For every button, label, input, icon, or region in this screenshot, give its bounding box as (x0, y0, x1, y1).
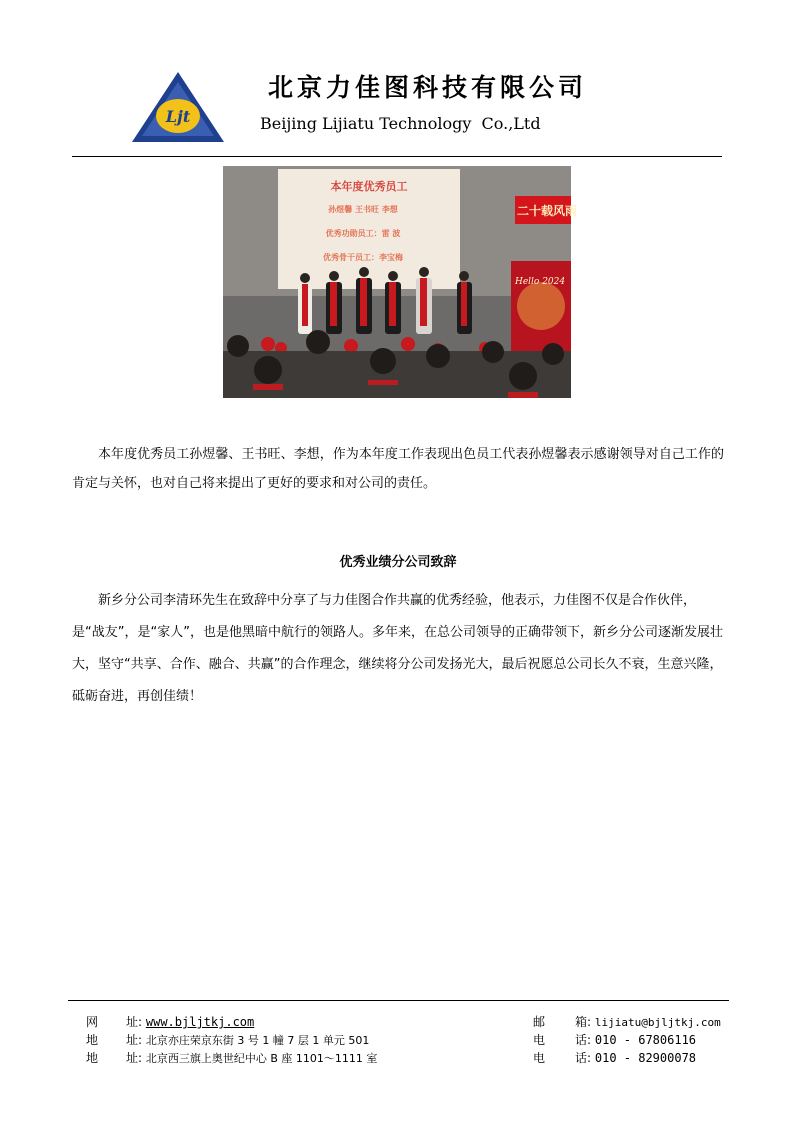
address1-label-2: 址: (126, 1033, 143, 1047)
address1-label-1: 地 (86, 1033, 99, 1047)
phone2-value: 010 - 82900078 (594, 1051, 697, 1065)
screen-title: 本年度优秀员工 (330, 180, 408, 193)
banner-text: 二十载风雨 (517, 204, 578, 218)
phone2-label-2: 话: (575, 1051, 592, 1065)
footer-row-1 (0, 1013, 793, 1031)
phone1-label-1: 电 (533, 1033, 546, 1047)
header-divider (72, 156, 722, 157)
email-label-2: 箱: (575, 1015, 592, 1029)
footer-row-2 (0, 1031, 793, 1049)
phone2-label-1: 电 (533, 1051, 546, 1065)
website-label-2: 址: (126, 1015, 143, 1029)
phone1-value: 010 - 67806116 (594, 1033, 697, 1047)
footer-address-2 (86, 1049, 377, 1066)
footer-divider (68, 1000, 729, 1001)
phone1-label-2: 话: (575, 1033, 592, 1047)
company-name-chinese: 北京力佳图科技有限公司 (268, 73, 588, 102)
footer-row-3 (0, 1049, 793, 1067)
footer-website (86, 1013, 254, 1030)
website-label-1: 网 (86, 1015, 99, 1029)
screen-line-3: 优秀骨干员工：李宝梅 (323, 253, 403, 262)
sign-text: Hello 2024 (515, 277, 566, 287)
screen-names: 孙煜馨 王书旺 李想 (328, 205, 398, 214)
paragraph-branch-speech: 新乡分公司李清环先生在致辞中分享了与力佳图合作共赢的优秀经验，他表示，力佳图不仅是合作伙伴，是“战友”，是“家人”，也是他黑暗中航行的领路人。多年来，在总公司领导的正确带领下，新乡分公司逐渐发展壮大，坚守“共享、合作、融合、共赢”的合作理念，继续将分公司发扬光大，最后祝愿总公司长久不衰，生意兴隆，砥砺奋进，再创佳绩！ (72, 593, 723, 704)
paragraph-outstanding-employees: 本年度优秀员工孙煜馨、王书旺、李想，作为本年度工作表现出色员工代表孙煜馨表示感谢领导对自己工作的肯定与关怀，也对自己将来提出了更好的要求和对公司的责任。 (72, 447, 724, 491)
logo-text: Ljt (165, 107, 191, 126)
company-name-english: Beijing Lijiatu Technology Co.,Ltd (260, 114, 541, 133)
email-label-1: 邮 (533, 1015, 546, 1029)
email-value[interactable]: lijiatu@bjljtkj.com (594, 1016, 721, 1029)
address2-label-2: 址: (126, 1051, 143, 1065)
company-logo (130, 70, 226, 144)
address2-label-1: 地 (86, 1051, 99, 1065)
address1-value: 北京亦庄荣京东街 3 号 1 幢 7 层 1 单元 501 (145, 1034, 370, 1047)
footer-address-1 (86, 1031, 369, 1048)
screen-line-2: 优秀功勋员工：雷 波 (325, 229, 401, 238)
section-title: 优秀业绩分公司致辞 (339, 555, 457, 570)
footer-email (533, 1013, 721, 1030)
footer-phone-2 (533, 1049, 696, 1066)
event-photo (223, 166, 578, 398)
address2-value: 北京西三旗上奥世纪中心 B 座 1101～1111 室 (145, 1052, 378, 1065)
website-link[interactable]: www.bjljtkj.com (145, 1015, 255, 1029)
footer-phone-1 (533, 1031, 696, 1048)
